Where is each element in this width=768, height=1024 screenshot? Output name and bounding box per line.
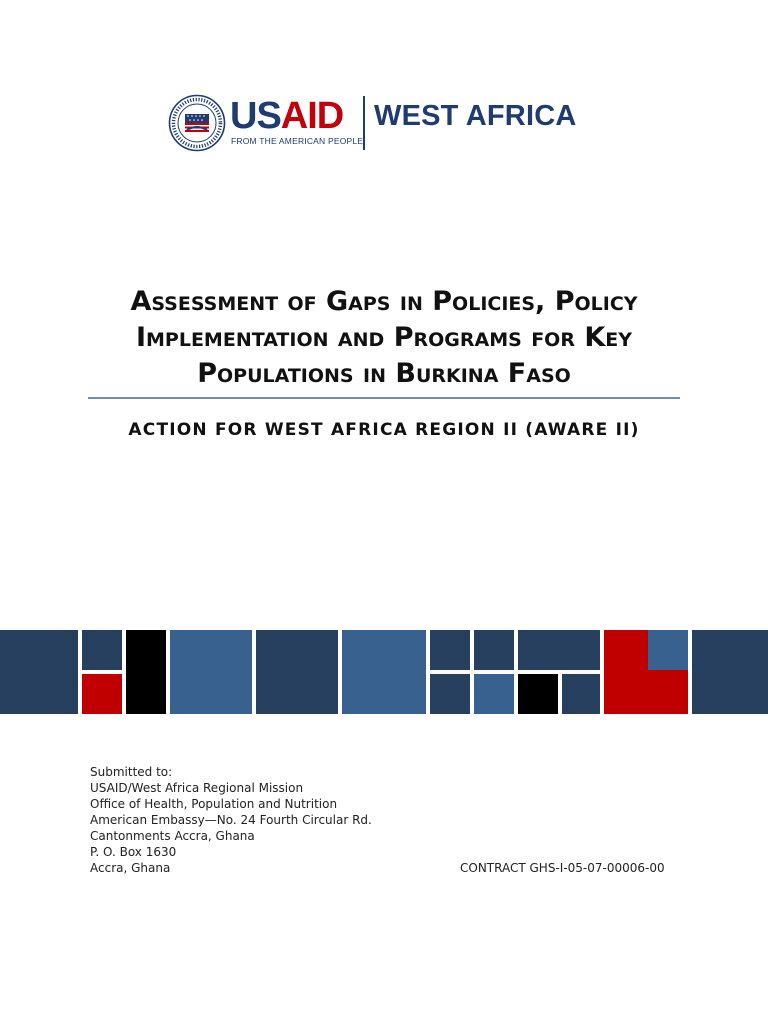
decorative-block-band [0, 630, 768, 714]
band-block [518, 674, 558, 714]
title-line-1: Assessment of Gaps in Policies, Policy [130, 286, 638, 317]
band-block [126, 630, 166, 714]
usaid-wordmark-us: US [230, 95, 281, 137]
address-line: Submitted to: [90, 765, 173, 779]
band-block [342, 630, 426, 714]
submission-address [90, 764, 372, 876]
band-block [170, 630, 252, 714]
usaid-wordmark-aid: AID [280, 95, 344, 137]
band-block [518, 630, 600, 670]
band-block [430, 630, 470, 670]
address-line: Office of Health, Population and Nutrition [90, 797, 338, 811]
band-block [82, 630, 122, 670]
band-block [430, 674, 470, 714]
logo-divider [363, 96, 365, 150]
band-block [256, 630, 338, 714]
title-line-3: Populations in Burkina Faso [197, 358, 571, 389]
logo-tagline: FROM THE AMERICAN PEOPLE [231, 136, 364, 146]
band-block [0, 630, 78, 714]
band-block [82, 674, 122, 714]
address-line: P. O. Box 1630 [90, 845, 177, 859]
title-line-2: Implementation and Programs for Key [135, 322, 633, 353]
address-line: Accra, Ghana [90, 861, 171, 875]
band-block [562, 674, 600, 714]
address-line: American Embassy—No. 24 Fourth Circular Rd. [90, 813, 372, 827]
logo-region: WEST AFRICA [374, 100, 577, 132]
block-band-graphic [0, 630, 768, 714]
address-line: Cantonments Accra, Ghana [90, 829, 255, 843]
band-block [648, 630, 688, 670]
title-divider [88, 397, 680, 399]
contract-number: CONTRACT GHS-I-05-07-00006-00 [460, 861, 665, 875]
usaid-seal-icon [168, 94, 226, 152]
document-title [60, 284, 708, 392]
address-line: USAID/West Africa Regional Mission [90, 781, 304, 795]
band-block [692, 630, 768, 714]
usaid-wordmark [230, 94, 343, 138]
band-block [474, 630, 514, 670]
band-block [474, 674, 514, 714]
document-subtitle: ACTION FOR WEST AFRICA REGION II (AWARE II) [128, 420, 640, 440]
